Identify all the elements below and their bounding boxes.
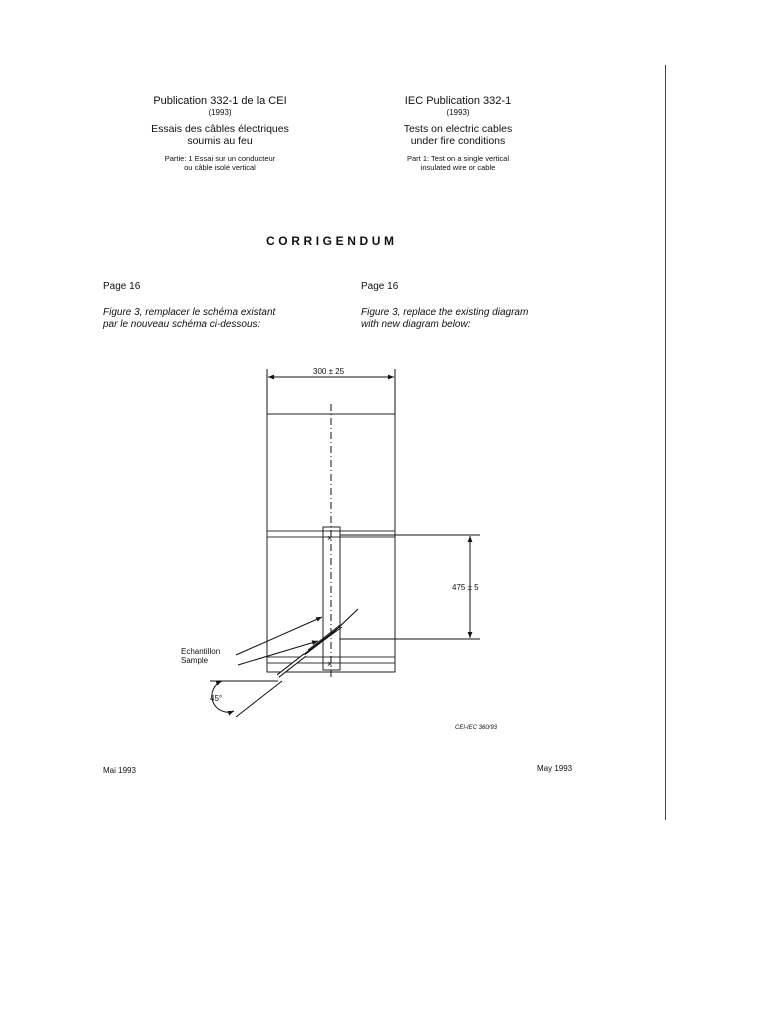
header-fr-title: Publication 332-1 de la CEI	[153, 95, 287, 107]
lower-clamp-mark: ×	[327, 659, 333, 669]
header-en-year: (1993)	[446, 108, 470, 118]
header-en-title: IEC Publication 332-1	[404, 95, 512, 107]
upper-clamp-mark: ×	[327, 533, 333, 543]
header-en-part-line2: insulated wire or cable	[420, 162, 496, 172]
angle-label: 45°	[210, 694, 223, 703]
instruction-en-line1: Figure 3, replace the existing diagram	[361, 307, 529, 318]
page-label-fr: Page 16	[103, 281, 141, 292]
header-fr-subtitle-line1: Essais des câbles électriques	[151, 122, 289, 135]
sample-label-fr: Echantillon	[181, 647, 221, 656]
header-en-part-line1: Part 1: Test on a single vertical	[407, 153, 509, 163]
footer-date-en: May 1993	[537, 764, 573, 773]
header-fr-year: (1993)	[208, 108, 232, 118]
header-fr-part-line1: Partie: 1 Essai sur un conducteur	[164, 153, 276, 163]
corrigendum-heading: CORRIGENDUM	[266, 234, 398, 248]
sample-label-en: Sample	[181, 656, 209, 666]
header-fr-subtitle-line2: soumis au feu	[187, 135, 253, 148]
instruction-fr-line1: Figure 3, remplacer le schéma existant	[103, 307, 276, 318]
width-dimension-label: 300 ± 25	[313, 367, 345, 376]
figure-reference: CEI-IEC 360/93	[455, 725, 498, 731]
sample-label	[181, 647, 220, 665]
header-fr-part-line2: ou câble isolé vertical	[184, 162, 256, 172]
instruction-en-line2: with new diagram below:	[361, 319, 471, 330]
instruction-fr-line2: par le nouveau schéma ci-dessous:	[103, 319, 261, 330]
footer-date-fr: Mai 1993	[103, 766, 136, 775]
page-label-en: Page 16	[361, 281, 399, 292]
height-dimension-label: 475 ± 5	[452, 583, 479, 592]
header-en-subtitle-line2: under fire conditions	[410, 135, 506, 148]
header-en-subtitle-line1: Tests on electric cables	[403, 122, 513, 135]
